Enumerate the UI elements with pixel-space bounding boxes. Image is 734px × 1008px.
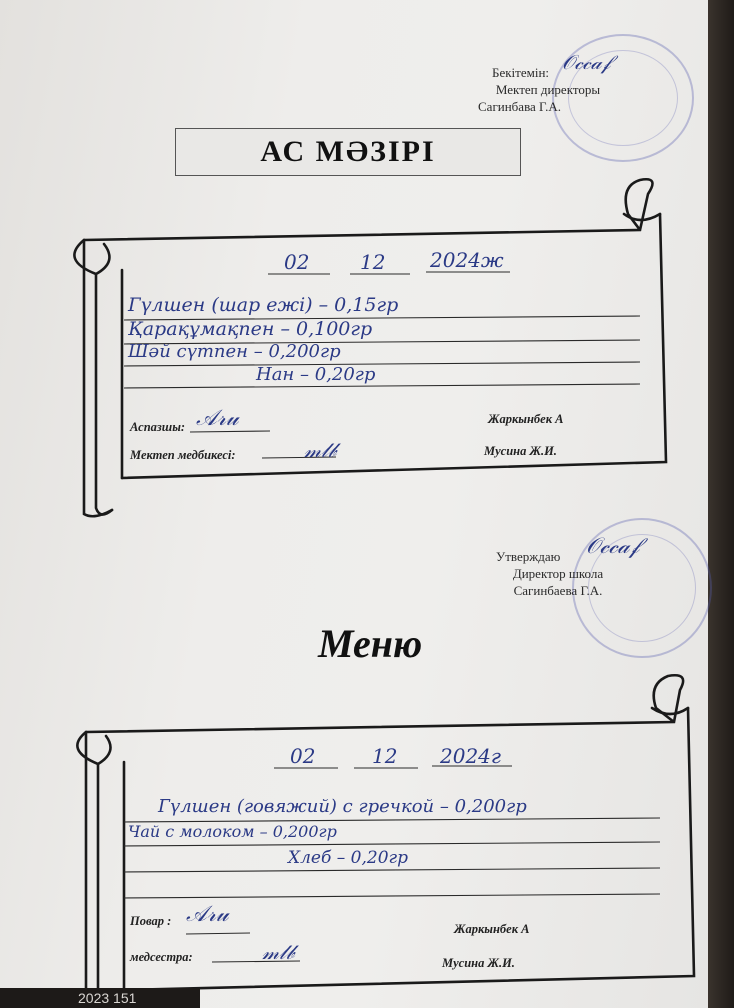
approval-ru-line3: Сагинбаева Г.А. — [513, 583, 603, 598]
approval-kz-line1: Бекітемін: — [492, 65, 550, 80]
director-signature-middle: 𝒪𝒸𝒸𝒶𝒻 — [586, 534, 640, 559]
menu1-item-2: Қарақұмақпен – 0,100гр — [128, 318, 373, 340]
menu1-item-1: Гүлшен (шар ежі) – 0,15гр — [128, 294, 399, 316]
menu2-date-day: 02 — [290, 744, 316, 768]
approval-kz-line2: Мектеп директоры — [495, 82, 601, 97]
bottom-overlay-text: 2023 151 — [78, 990, 137, 1006]
menu2-nurse-label: медсестра: — [130, 950, 193, 964]
menu1-nurse-name: Мусина Ж.И. — [484, 444, 557, 458]
approval-ru-line1: Утверждаю — [496, 549, 561, 564]
menu1-nurse-signature: 𝓂𝓁𝒷 — [304, 438, 337, 462]
menu1-cook-label: Аспазшы: — [130, 420, 186, 434]
page-title-kz: АС МӘЗІРІ — [175, 128, 521, 176]
approval-kz-line3: Сагинбава Г.А. — [478, 99, 561, 114]
menu1-date-month: 12 — [360, 250, 386, 274]
menu2-date-month: 12 — [372, 744, 398, 768]
menu2-nurse-signature: 𝓂𝓁𝒷 — [262, 940, 295, 964]
menu1-item-4: Нан – 0,20гр — [256, 364, 376, 385]
page-title-ru: Меню — [318, 621, 423, 666]
page-edge-background — [708, 0, 734, 1008]
menu1-cook-name: Жаркынбек А — [488, 412, 564, 426]
menu2-item-3: Хлеб – 0,20гр — [288, 848, 408, 868]
approval-ru-line2: Директор школа — [512, 566, 604, 581]
director-signature-top: 𝒪𝒸𝒸𝒶𝒻 — [562, 50, 611, 74]
menu2-cook-signature: 𝒜𝓇𝓊 — [186, 902, 229, 927]
menu2-item-2: Чай с молоком – 0,200гр — [128, 822, 337, 841]
menu1-date-year: 2024ж — [430, 248, 504, 272]
menu1-cook-signature: 𝒜𝓇𝓊 — [196, 406, 239, 431]
menu2-date-year: 2024г — [440, 744, 502, 768]
menu2-cook-name: Жаркынбек А — [454, 922, 530, 936]
menu1-date-day: 02 — [284, 250, 310, 274]
menu2-cook-label: Повар : — [130, 914, 172, 928]
menu1-nurse-label: Мектеп медбикесі: — [130, 448, 236, 462]
menu2-nurse-name: Мусина Ж.И. — [442, 956, 515, 970]
menu1-item-3: Шәй сүтпен – 0,200гр — [128, 341, 341, 362]
menu2-item-1: Гүлшен (говяжий) с гречкой – 0,200гр — [158, 796, 527, 817]
